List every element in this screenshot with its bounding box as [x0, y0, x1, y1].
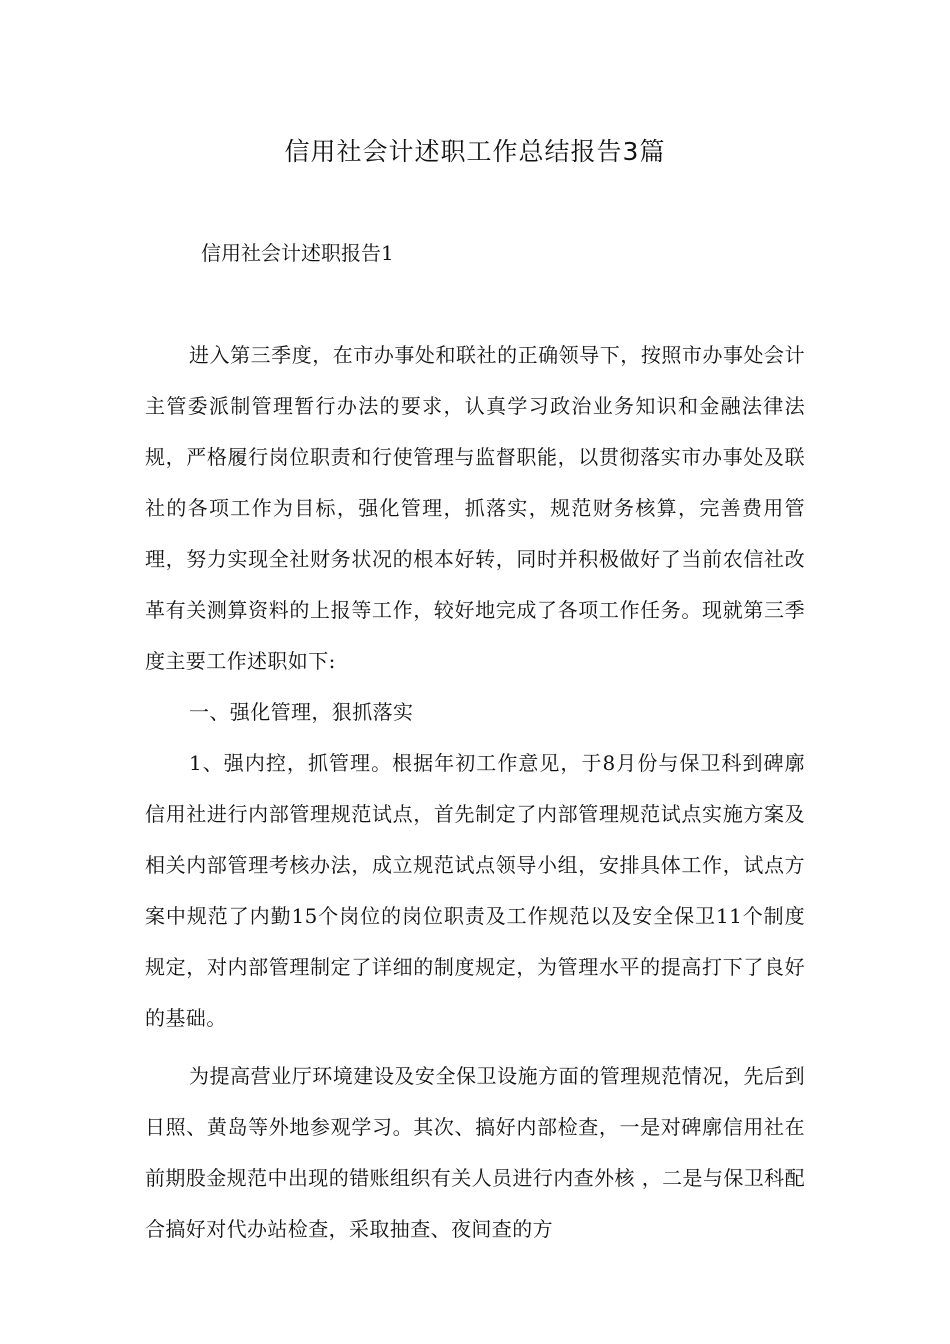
report-subtitle: 信用社会计述职报告1: [201, 241, 394, 265]
paragraph-inspection: 为提高营业厅环境建设及安全保卫设施方面的管理规范情况，先后到日照、黄岛等外地参观学习。其次、搞好内部检查，一是对碑廓信用社在前期股金规范中出现的错账组织有关人员进行内查外核 ，二是与保卫科配合搞好对代办站检查，采取抽查、夜间查的方: [145, 1064, 805, 1241]
document-title: 信用社会计述职工作总结报告3篇: [284, 137, 666, 166]
section-heading: 一、强化管理，狠抓落实: [189, 700, 414, 724]
document-body: [145, 330, 805, 1255]
paragraph-internal-control: 1、强内控，抓管理。根据年初工作意见，于8月份与保卫科到碑廓信用社进行内部管理规范试点，首先制定了内部管理规范试点实施方案及相关内部管理考核办法，成立规范试点领导小组，安排具体工作，试点方案中规范了内勤15个岗位的岗位职责及工作规范以及安全保卫11个制度规定，对内部管理制定了详细的制度规定，为管理水平的提高打下了良好的基础。: [145, 751, 805, 1030]
paragraph-intro: 进入第三季度，在市办事处和联社的正确领导下，按照市办事处会计主管委派制管理暂行办法的要求，认真学习政治业务知识和金融法律法规，严格履行岗位职责和行使管理与监督职能，以贯彻落实市办事处及联社的各项工作为目标，强化管理，抓落实，规范财务核算，完善费用管理，努力实现全社财务状况的根本好转，同时并积极做好了当前农信社改革有关测算资料的上报等工作，较好地完成了各项工作任务。现就第三季度主要工作述职如下:: [145, 343, 805, 673]
